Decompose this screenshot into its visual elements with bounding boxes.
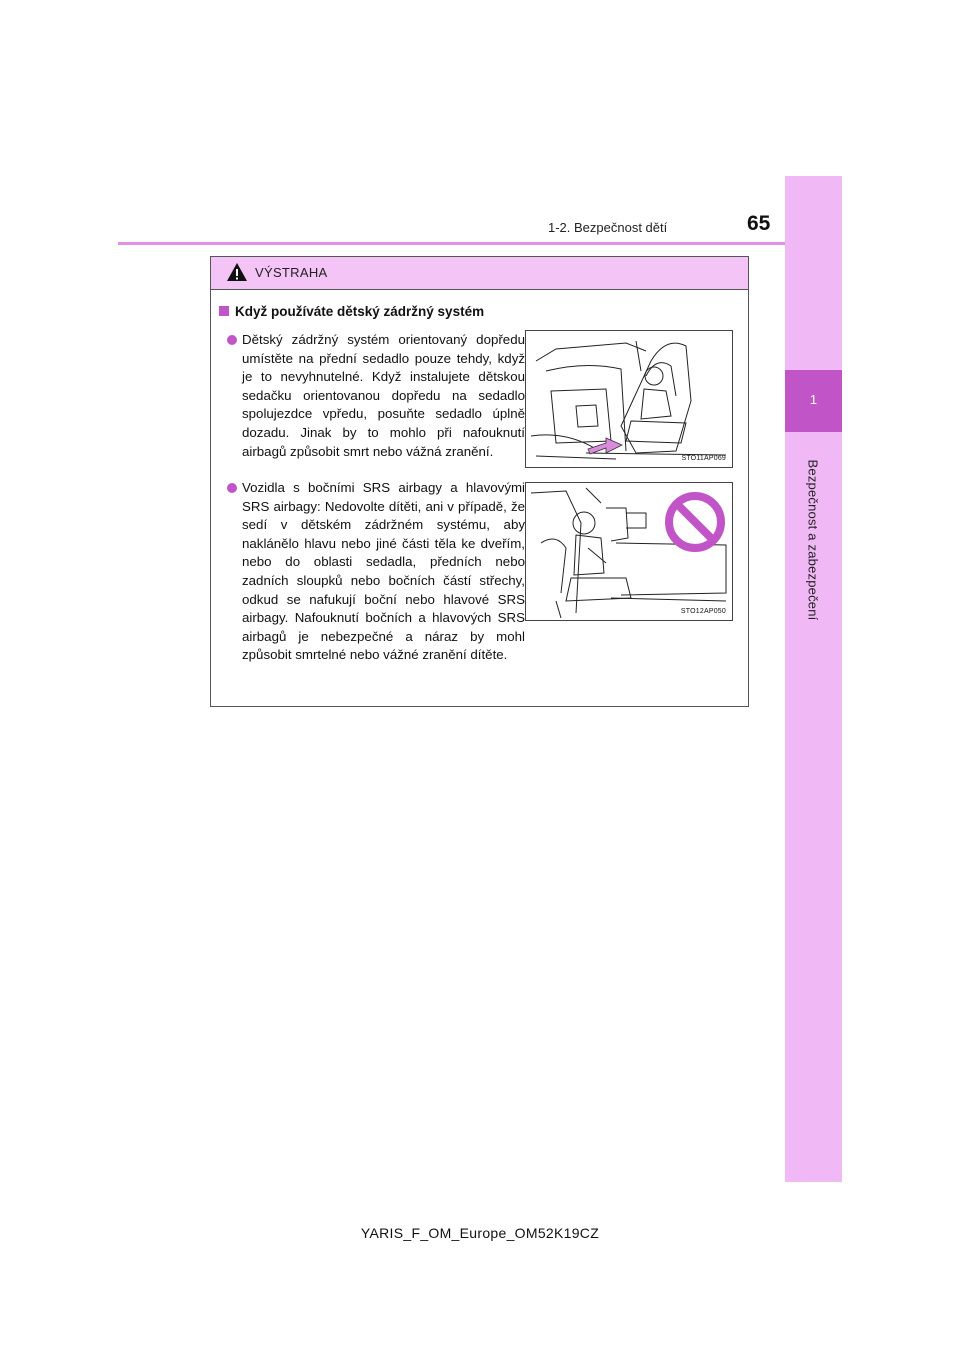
chapter-number: 1 (809, 392, 818, 407)
round-bullet-icon (227, 335, 237, 345)
figure-side-airbag-prohibited (525, 482, 733, 621)
prohibition-icon (664, 491, 726, 553)
chapter-title: Bezpečnost a zabezpečení (805, 459, 821, 621)
warning-triangle-icon (226, 262, 248, 282)
warning-subheading (219, 304, 484, 319)
section-title: 1-2. Bezpečnost dětí (548, 220, 668, 235)
header-rule (118, 242, 785, 245)
chapter-sidebar (785, 176, 842, 1182)
round-bullet-icon (227, 483, 237, 493)
warning-header (211, 257, 748, 290)
figure-forward-facing-seat (525, 330, 733, 468)
figure-code: STO11AP069 (681, 455, 726, 462)
warning-item (227, 479, 525, 665)
warning-subheading-text: Když používáte dětský zádržný systém (235, 304, 485, 319)
page-number: 65 (747, 212, 771, 235)
document-id: YARIS_F_OM_Europe_OM52K19CZ (360, 1225, 600, 1241)
square-bullet-icon (219, 306, 229, 316)
warning-item-text: Dětský zádržný systém orientovaný dopředu umístěte na přední sedadlo pouze tehdy, když je to nevyhnutelné. Když instalujete dětskou sedačku orientovanou dopředu na sedadlo spolujezdce vpředu, posuňte sedadlo úplně dozadu. Jinak by to mohlo při nafouknutí airbagů způsobit smrt nebo vážná zranění. (242, 332, 525, 459)
warning-item (227, 331, 525, 461)
warning-box (210, 256, 749, 707)
car-seat-illustration (526, 331, 732, 467)
warning-title: VÝSTRAHA (255, 265, 328, 280)
warning-item-text: Vozidla s bočními SRS airbagy a hlavovými SRS airbagy: Nedovolte dítěti, ani v případě, že sedí v dětském zádržném systému, aby naklánělo hlavu nebo jiné části těla ke dveřím, nebo do oblasti sedadla, předních nebo zadních sloupků nebo bočních částí střechy, odkud se nafukují boční nebo hlavové SRS airbagy. Nafouknutí bočních a hlavových SRS airbagů je nebezpečné a náraz by mohl způsobit smrtelné nebo vážné zranění dítěte. (242, 480, 525, 663)
figure-code: STO12AP050 (680, 608, 726, 615)
